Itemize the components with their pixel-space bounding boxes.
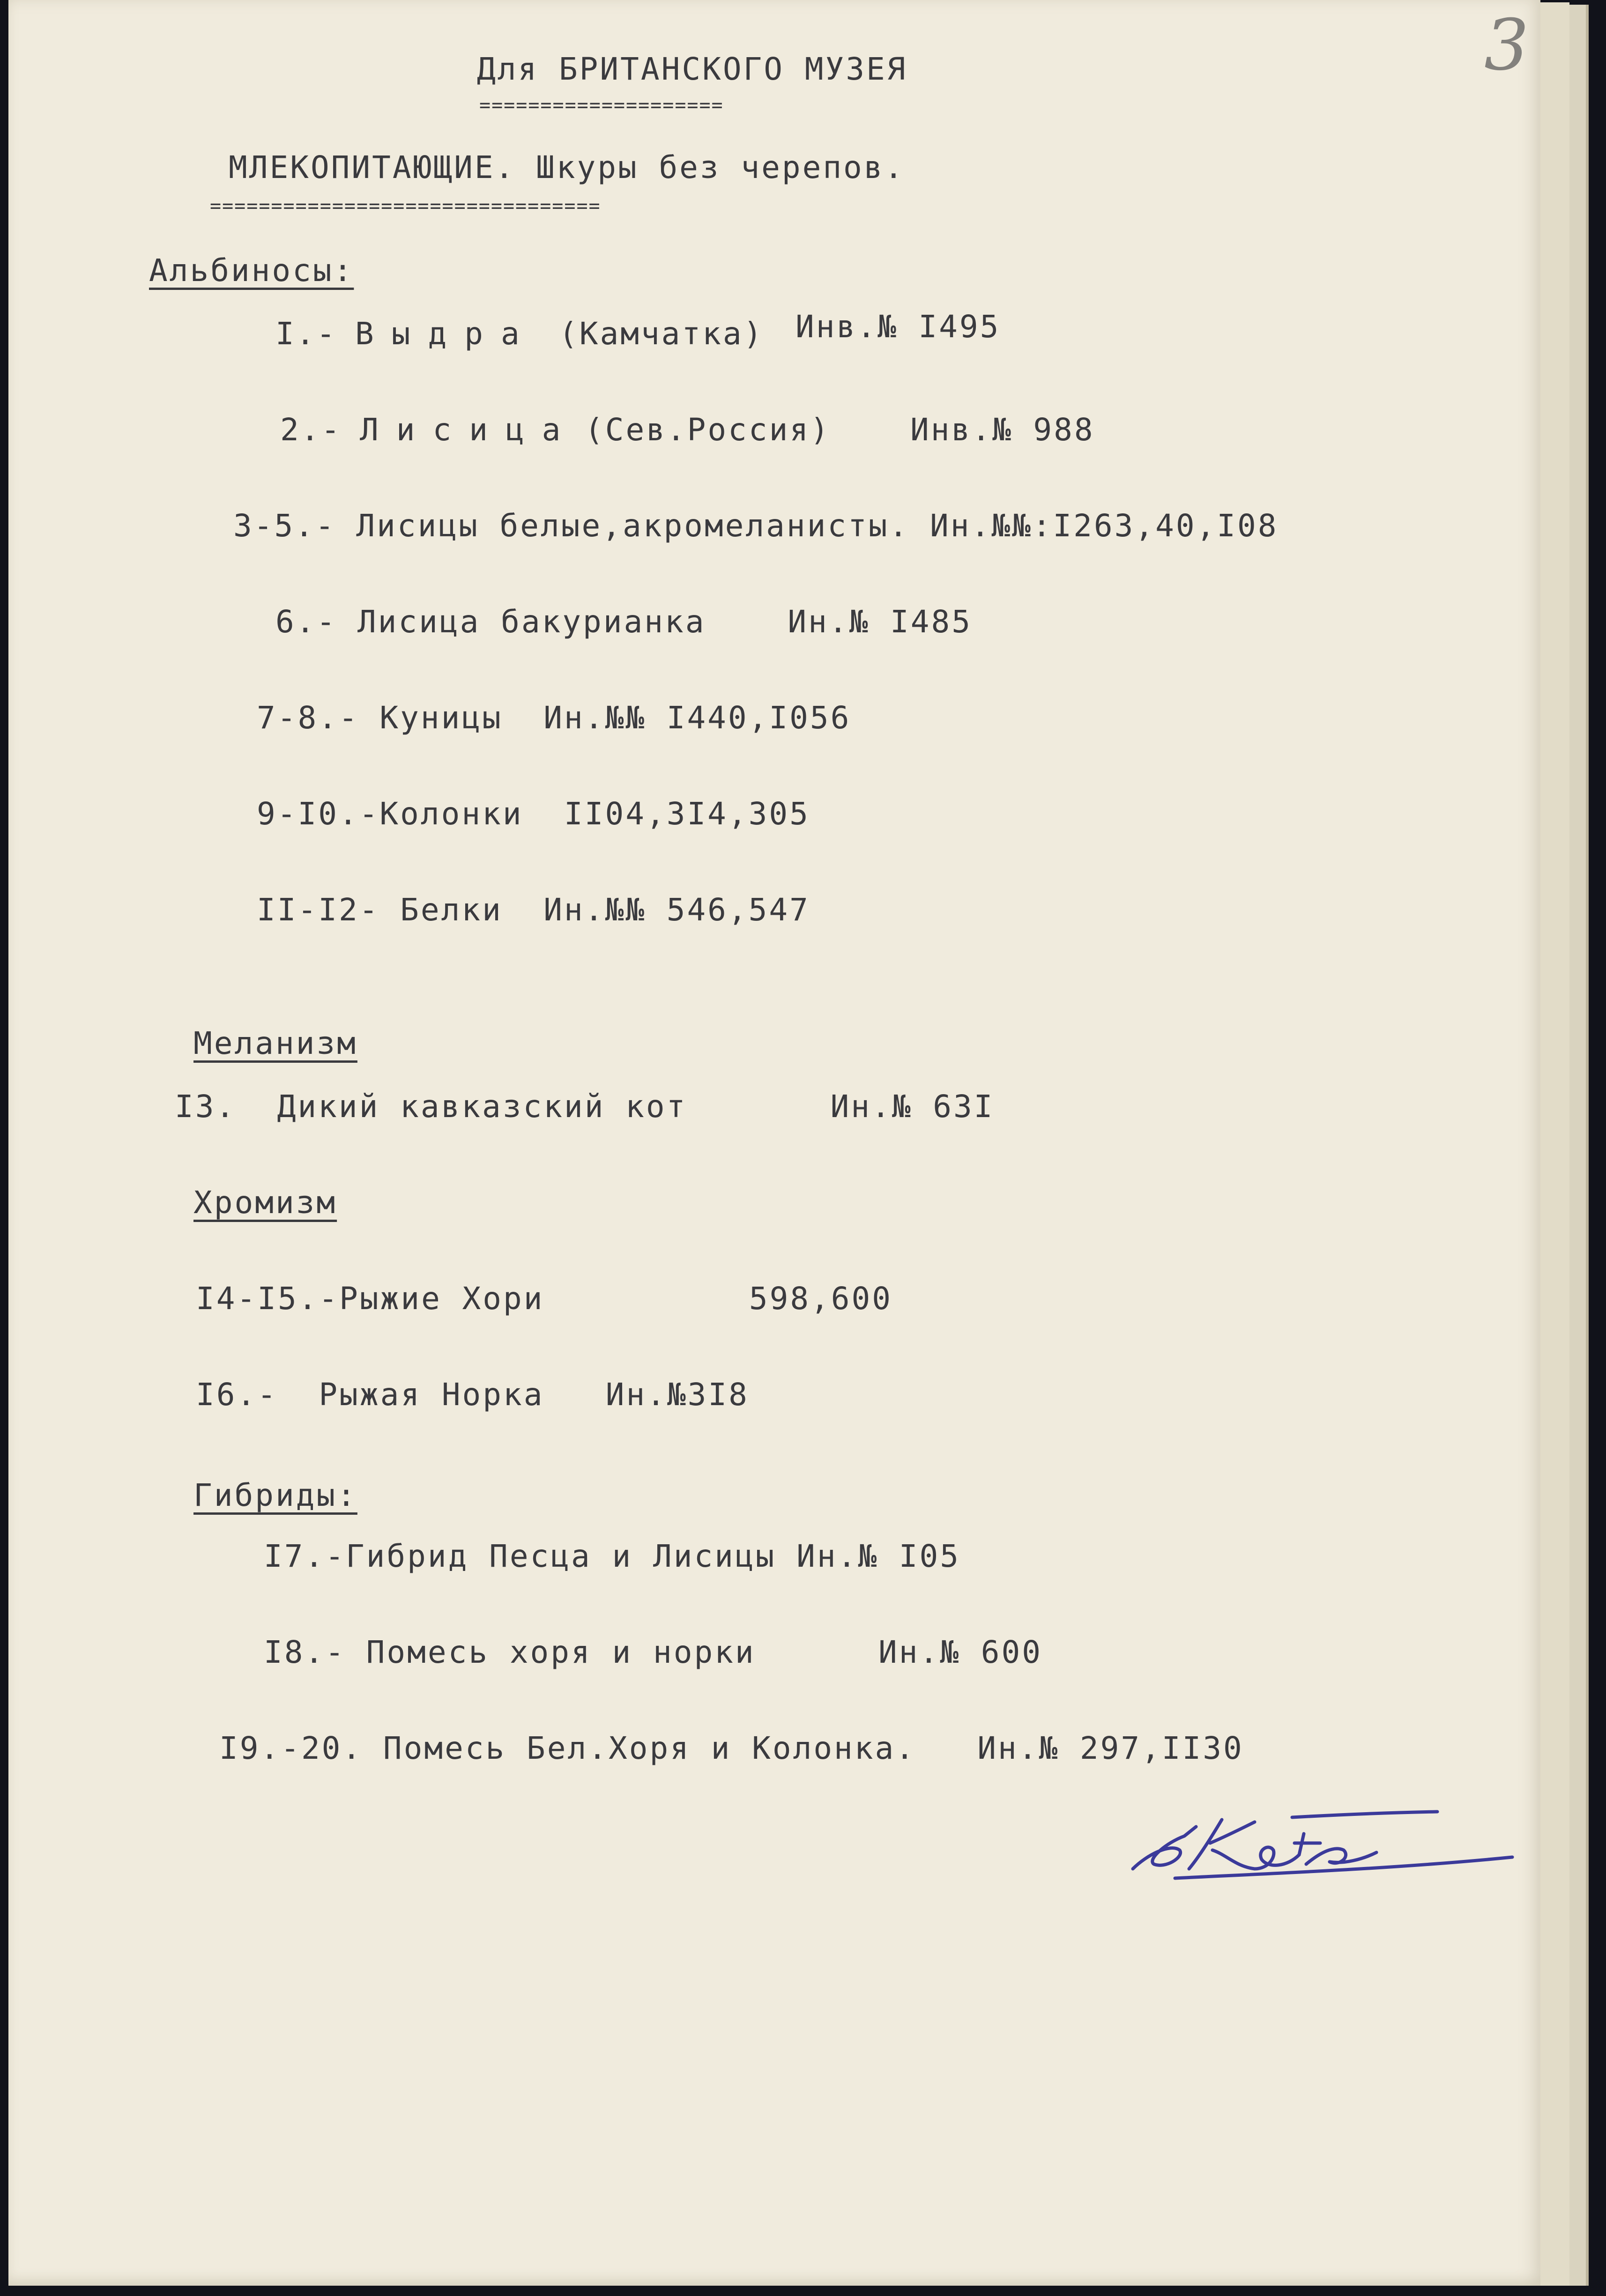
item-number: 2.- [280, 412, 342, 448]
handwritten-signature [1114, 1799, 1526, 1892]
item-note: (Сев.Россия) [585, 412, 831, 448]
list-item: I7.-Гибрид Песца и Лисицы Ин.№ I05 [264, 1538, 961, 1574]
item-inventory: Инв.№ 988 [910, 412, 1095, 448]
subtitle-rule: ================================ [210, 197, 601, 215]
list-item: I8.- Помесь хоря и норки Ин.№ 600 [264, 1634, 1042, 1670]
page-number: 3 [1484, 5, 1529, 86]
list-item: 9-I0.-Колонки II04,3I4,305 [257, 796, 810, 832]
list-item: I4-I5.-Рыжие Хори 598,600 [196, 1281, 893, 1317]
document-page [8, 0, 1540, 2286]
list-item: 3-5.- Лисицы белые,акромеланисты. Ин.№№:I263,40,I08 [233, 508, 1279, 544]
document-title: Для БРИТАНСКОГО МУЗЕЯ [477, 51, 907, 87]
title-rule: ==================== [479, 96, 724, 115]
item-name: Лисица [360, 412, 579, 448]
section-heading-chromism: Хромизм [193, 1185, 337, 1221]
item-note: (Камчатка) [559, 316, 764, 352]
list-item: I9.-20. Помесь Бел.Хоря и Колонка. Ин.№ 297,II30 [219, 1730, 1244, 1766]
item-number: I.- [275, 316, 337, 352]
document-subtitle: МЛЕКОПИТАЮЩИЕ. Шкуры без черепов. [229, 149, 905, 185]
list-item: I3. Дикий кавказский кот Ин.№ 63I [175, 1089, 995, 1125]
list-item: 6.- Лисица бакурианка Ин.№ I485 [275, 604, 973, 640]
item-inventory: Инв.№ I495 [796, 309, 1001, 345]
section-heading-hybrids: Гибриды: [193, 1477, 357, 1513]
item-name: Выдра [355, 316, 537, 352]
section-heading-melanism: Меланизм [193, 1025, 357, 1061]
list-item: II-I2- Белки Ин.№№ 546,547 [257, 892, 810, 928]
section-heading-albinos: Альбиносы: [149, 252, 354, 289]
list-item: I6.- Рыжая Норка Ин.№3I8 [196, 1377, 749, 1413]
list-item: 7-8.- Куницы Ин.№№ I440,I056 [257, 700, 851, 736]
